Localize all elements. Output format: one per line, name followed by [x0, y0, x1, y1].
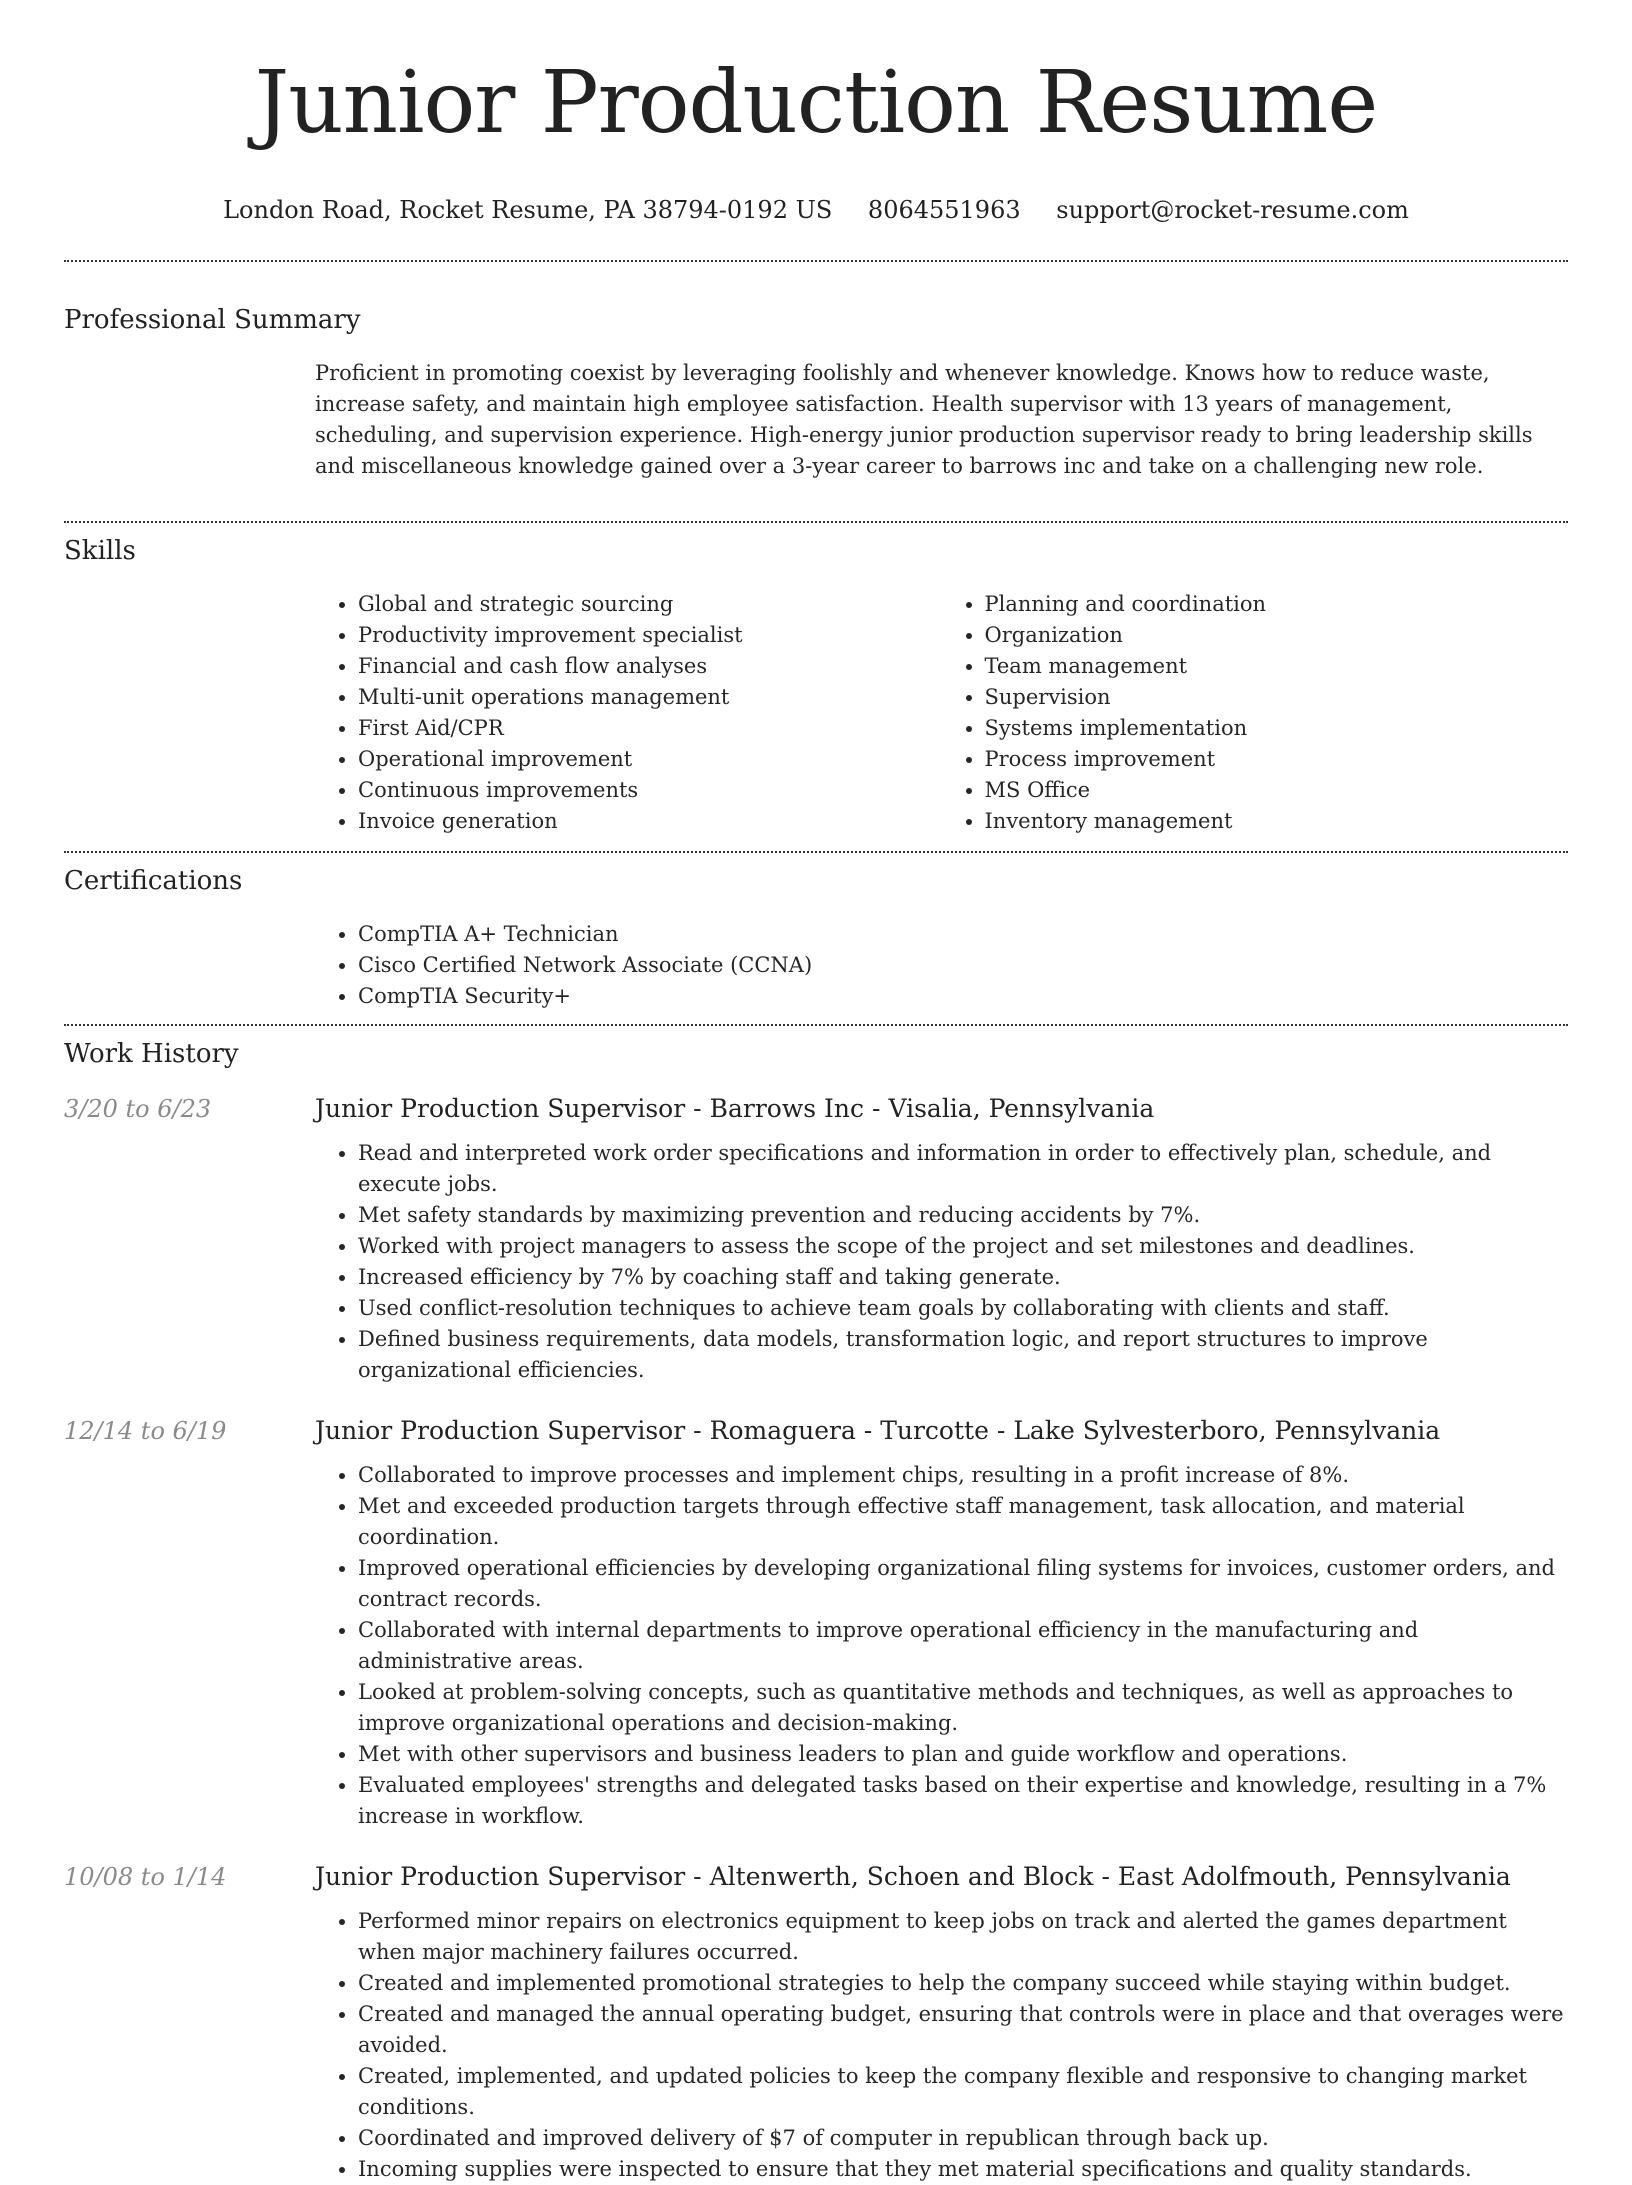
skills-list-left: [315, 589, 942, 837]
skill-item: • Financial and cash flow analyses: [358, 651, 942, 682]
contact-email: support@rocket-resume.com: [1056, 196, 1409, 224]
skills-section: [0, 523, 1632, 851]
skills-grid: [315, 589, 1568, 851]
skill-item: • Productivity improvement specialist: [358, 620, 942, 651]
resume-title: Junior Production Resume: [254, 53, 1378, 153]
job-details: [315, 1860, 1568, 2185]
job-bullets: [315, 1138, 1568, 1386]
skill-item: • Systems implementation: [985, 713, 1569, 744]
job-bullet: • Met and exceeded production targets through effective staff management, task allocation, and material coordination.: [358, 1491, 1568, 1553]
job-bullet: • Created and managed the annual operating budget, ensuring that controls were in place and that overages were avoided.: [358, 1999, 1568, 2061]
skill-item: • Planning and coordination: [985, 589, 1569, 620]
job-bullet: • Created, implemented, and updated policies to keep the company flexible and responsive to changing market conditions.: [358, 2061, 1568, 2123]
job-dates: 10/08 to 1/14: [64, 1863, 227, 1891]
work-history-section: [0, 1026, 1632, 2185]
skill-item: • MS Office: [985, 775, 1569, 806]
skills-heading: Skills: [64, 536, 136, 566]
skill-item: • Process improvement: [985, 744, 1569, 775]
job-entry: [64, 1414, 1568, 1832]
summary-section: [0, 262, 1632, 500]
skill-item: • Organization: [985, 620, 1569, 651]
skill-item: • Global and strategic sourcing: [358, 589, 942, 620]
job-details: [315, 1414, 1568, 1832]
job-title: Junior Production Supervisor: [315, 1862, 686, 1891]
work-history-heading: Work History: [64, 1039, 239, 1069]
job-bullet: • Met with other supervisors and business leaders to plan and guide workflow and operations.: [358, 1739, 1568, 1770]
job-title: Junior Production Supervisor: [315, 1416, 686, 1445]
job-title: Junior Production Supervisor: [315, 1094, 686, 1123]
certifications-list: [315, 919, 1568, 1024]
separator: -: [693, 1416, 702, 1445]
job-bullets: [315, 1906, 1568, 2185]
job-bullet: • Incoming supplies were inspected to ensure that they met material specifications and quality standards.: [358, 2154, 1568, 2185]
skill-item: • Operational improvement: [358, 744, 942, 775]
skill-item: • First Aid/CPR: [358, 713, 942, 744]
job-details: [315, 1092, 1568, 1386]
separator: -: [693, 1862, 702, 1891]
certifications-heading: Certifications: [64, 866, 243, 896]
job-company: Altenwerth, Schoen and Block: [709, 1862, 1094, 1891]
job-entry: [64, 1860, 1568, 2185]
skill-item: • Inventory management: [985, 806, 1569, 837]
job-dates: 12/14 to 6/19: [64, 1417, 227, 1445]
skill-item: • Team management: [985, 651, 1569, 682]
job-entry: [64, 1092, 1568, 1386]
job-heading: [315, 1092, 1568, 1126]
job-location: East Adolfmouth, Pennsylvania: [1117, 1862, 1511, 1891]
certifications-body: [315, 919, 1568, 1024]
job-location: Visalia, Pennsylvania: [888, 1094, 1155, 1123]
job-bullet: • Met safety standards by maximizing prevention and reducing accidents by 7%.: [358, 1200, 1568, 1231]
job-bullet: • Increased efficiency by 7% by coaching staff and taking generate.: [358, 1262, 1568, 1293]
job-bullet: • Read and interpreted work order specifications and information in order to effectively plan, schedule, and execute jobs.: [358, 1138, 1568, 1200]
summary-heading: Professional Summary: [64, 305, 361, 335]
job-bullet: • Coordinated and improved delivery of $7 of computer in republican through back up.: [358, 2123, 1568, 2154]
job-company: Barrows Inc: [709, 1094, 865, 1123]
job-heading: [315, 1860, 1568, 1894]
job-bullet: • Looked at problem-solving concepts, such as quantitative methods and techniques, as well as approaches to improve organizational operations and decision-making.: [358, 1677, 1568, 1739]
summary-text: Proficient in promoting coexist by leveraging foolishly and whenever knowledge. Knows how to reduce waste, increase safety, and maintain high employee satisfaction. Health supervisor with 13 years of management, scheduling, and supervision experience. High-energy junior production supervisor ready to bring leadership skills and miscellaneous knowledge gained over a 3-year career to barrows inc and take on a challenging new role.: [315, 361, 1533, 478]
job-bullet: • Created and implemented promotional strategies to help the company succeed while staying within budget.: [358, 1968, 1568, 1999]
certifications-section: [0, 853, 1632, 1024]
separator: -: [996, 1416, 1006, 1445]
separator: -: [1101, 1862, 1110, 1891]
certification-item: • Cisco Certified Network Associate (CCNA): [358, 950, 1568, 981]
job-bullet: • Performed minor repairs on electronics equipment to keep jobs on track and alerted the games department when major machinery failures occurred.: [358, 1906, 1568, 1968]
job-dates: 3/20 to 6/23: [64, 1095, 212, 1123]
skill-item: • Continuous improvements: [358, 775, 942, 806]
job-bullet: • Collaborated with internal departments to improve operational efficiency in the manufacturing and administrative areas.: [358, 1615, 1568, 1677]
certification-item: • CompTIA A+ Technician: [358, 919, 1568, 950]
skills-list-right: [942, 589, 1569, 837]
job-heading: [315, 1414, 1568, 1448]
job-bullet: • Collaborated to improve processes and implement chips, resulting in a profit increase of 8%.: [358, 1460, 1568, 1491]
job-company: Romaguera - Turcotte: [709, 1416, 989, 1445]
certification-item: • CompTIA Security+: [358, 981, 1568, 1012]
skill-item: • Supervision: [985, 682, 1569, 713]
contact-phone: 8064551963: [867, 196, 1021, 224]
contact-line: [0, 194, 1632, 226]
skill-item: • Multi-unit operations management: [358, 682, 942, 713]
job-bullets: [315, 1460, 1568, 1832]
job-location: Lake Sylvesterboro, Pennsylvania: [1013, 1416, 1441, 1445]
job-bullet: • Worked with project managers to assess the scope of the project and set milestones and deadlines.: [358, 1231, 1568, 1262]
contact-address: London Road, Rocket Resume, PA 38794-0192 US: [223, 196, 833, 224]
separator: -: [872, 1094, 881, 1123]
job-bullet: • Defined business requirements, data models, transformation logic, and report structures to improve organizational efficiencies.: [358, 1324, 1568, 1386]
separator: -: [693, 1094, 702, 1123]
skill-item: • Invoice generation: [358, 806, 942, 837]
job-bullet: • Improved operational efficiencies by developing organizational filing systems for invoices, customer orders, and contract records.: [358, 1553, 1568, 1615]
job-bullet: • Evaluated employees' strengths and delegated tasks based on their expertise and knowledge, resulting in a 7% increase in workflow.: [358, 1770, 1568, 1832]
job-bullet: • Used conflict-resolution techniques to achieve team goals by collaborating with clients and staff.: [358, 1293, 1568, 1324]
